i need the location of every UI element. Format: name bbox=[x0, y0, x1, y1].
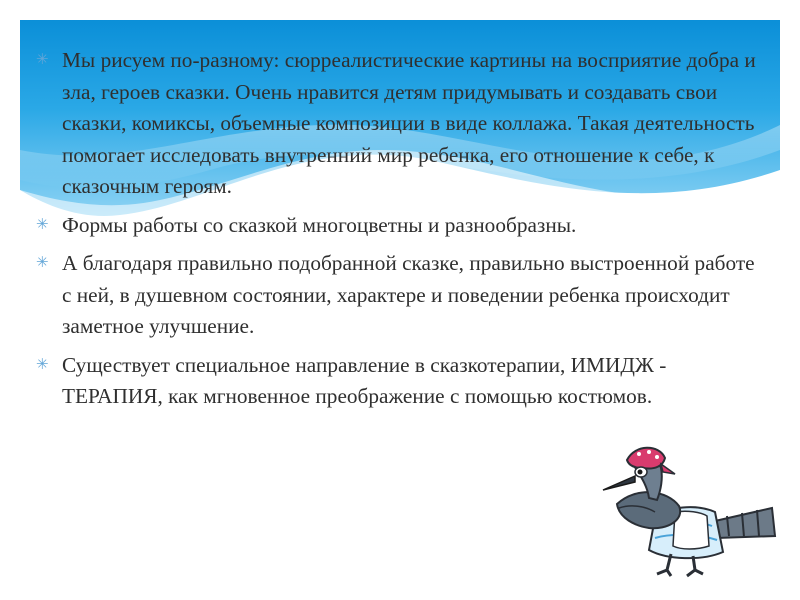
list-item bbox=[34, 350, 769, 413]
list-item bbox=[34, 248, 769, 343]
list-item-text: Существует специальное направление в сказкотерапии, ИМИДЖ - ТЕРАПИЯ, как мгновенное преображение с помощью костюмов. bbox=[62, 352, 667, 408]
list-item bbox=[34, 45, 769, 203]
asterisk-bullet-icon: ✳ bbox=[36, 216, 49, 233]
list-item-text: Формы работы со сказкой многоцветны и разнообразны. bbox=[62, 212, 577, 237]
bullet-list bbox=[34, 45, 769, 420]
asterisk-bullet-icon: ✳ bbox=[36, 52, 49, 68]
bird-illustration bbox=[597, 446, 777, 581]
asterisk-bullet-icon: ✳ bbox=[36, 255, 49, 271]
asterisk-bullet-icon: ✳ bbox=[36, 356, 49, 373]
list-item-text: А благодаря правильно подобранной сказке, правильно выстроенной работе с ней, в душевном состоянии, характере и поведении ребенка происходит заметное улучшение. bbox=[62, 251, 755, 338]
list-item-text: Мы рисуем по-разному: сюрреалистические картины на восприятие добра и зла, героев сказки. Очень нравится детям придумывать и создавать свои сказки, комиксы, объемные композиции в виде коллажа. Такая деятельность помогает исследовать внутренний мир ребенка, его отношение к себе, к сказочным героям. bbox=[62, 48, 756, 198]
list-item bbox=[34, 210, 769, 242]
